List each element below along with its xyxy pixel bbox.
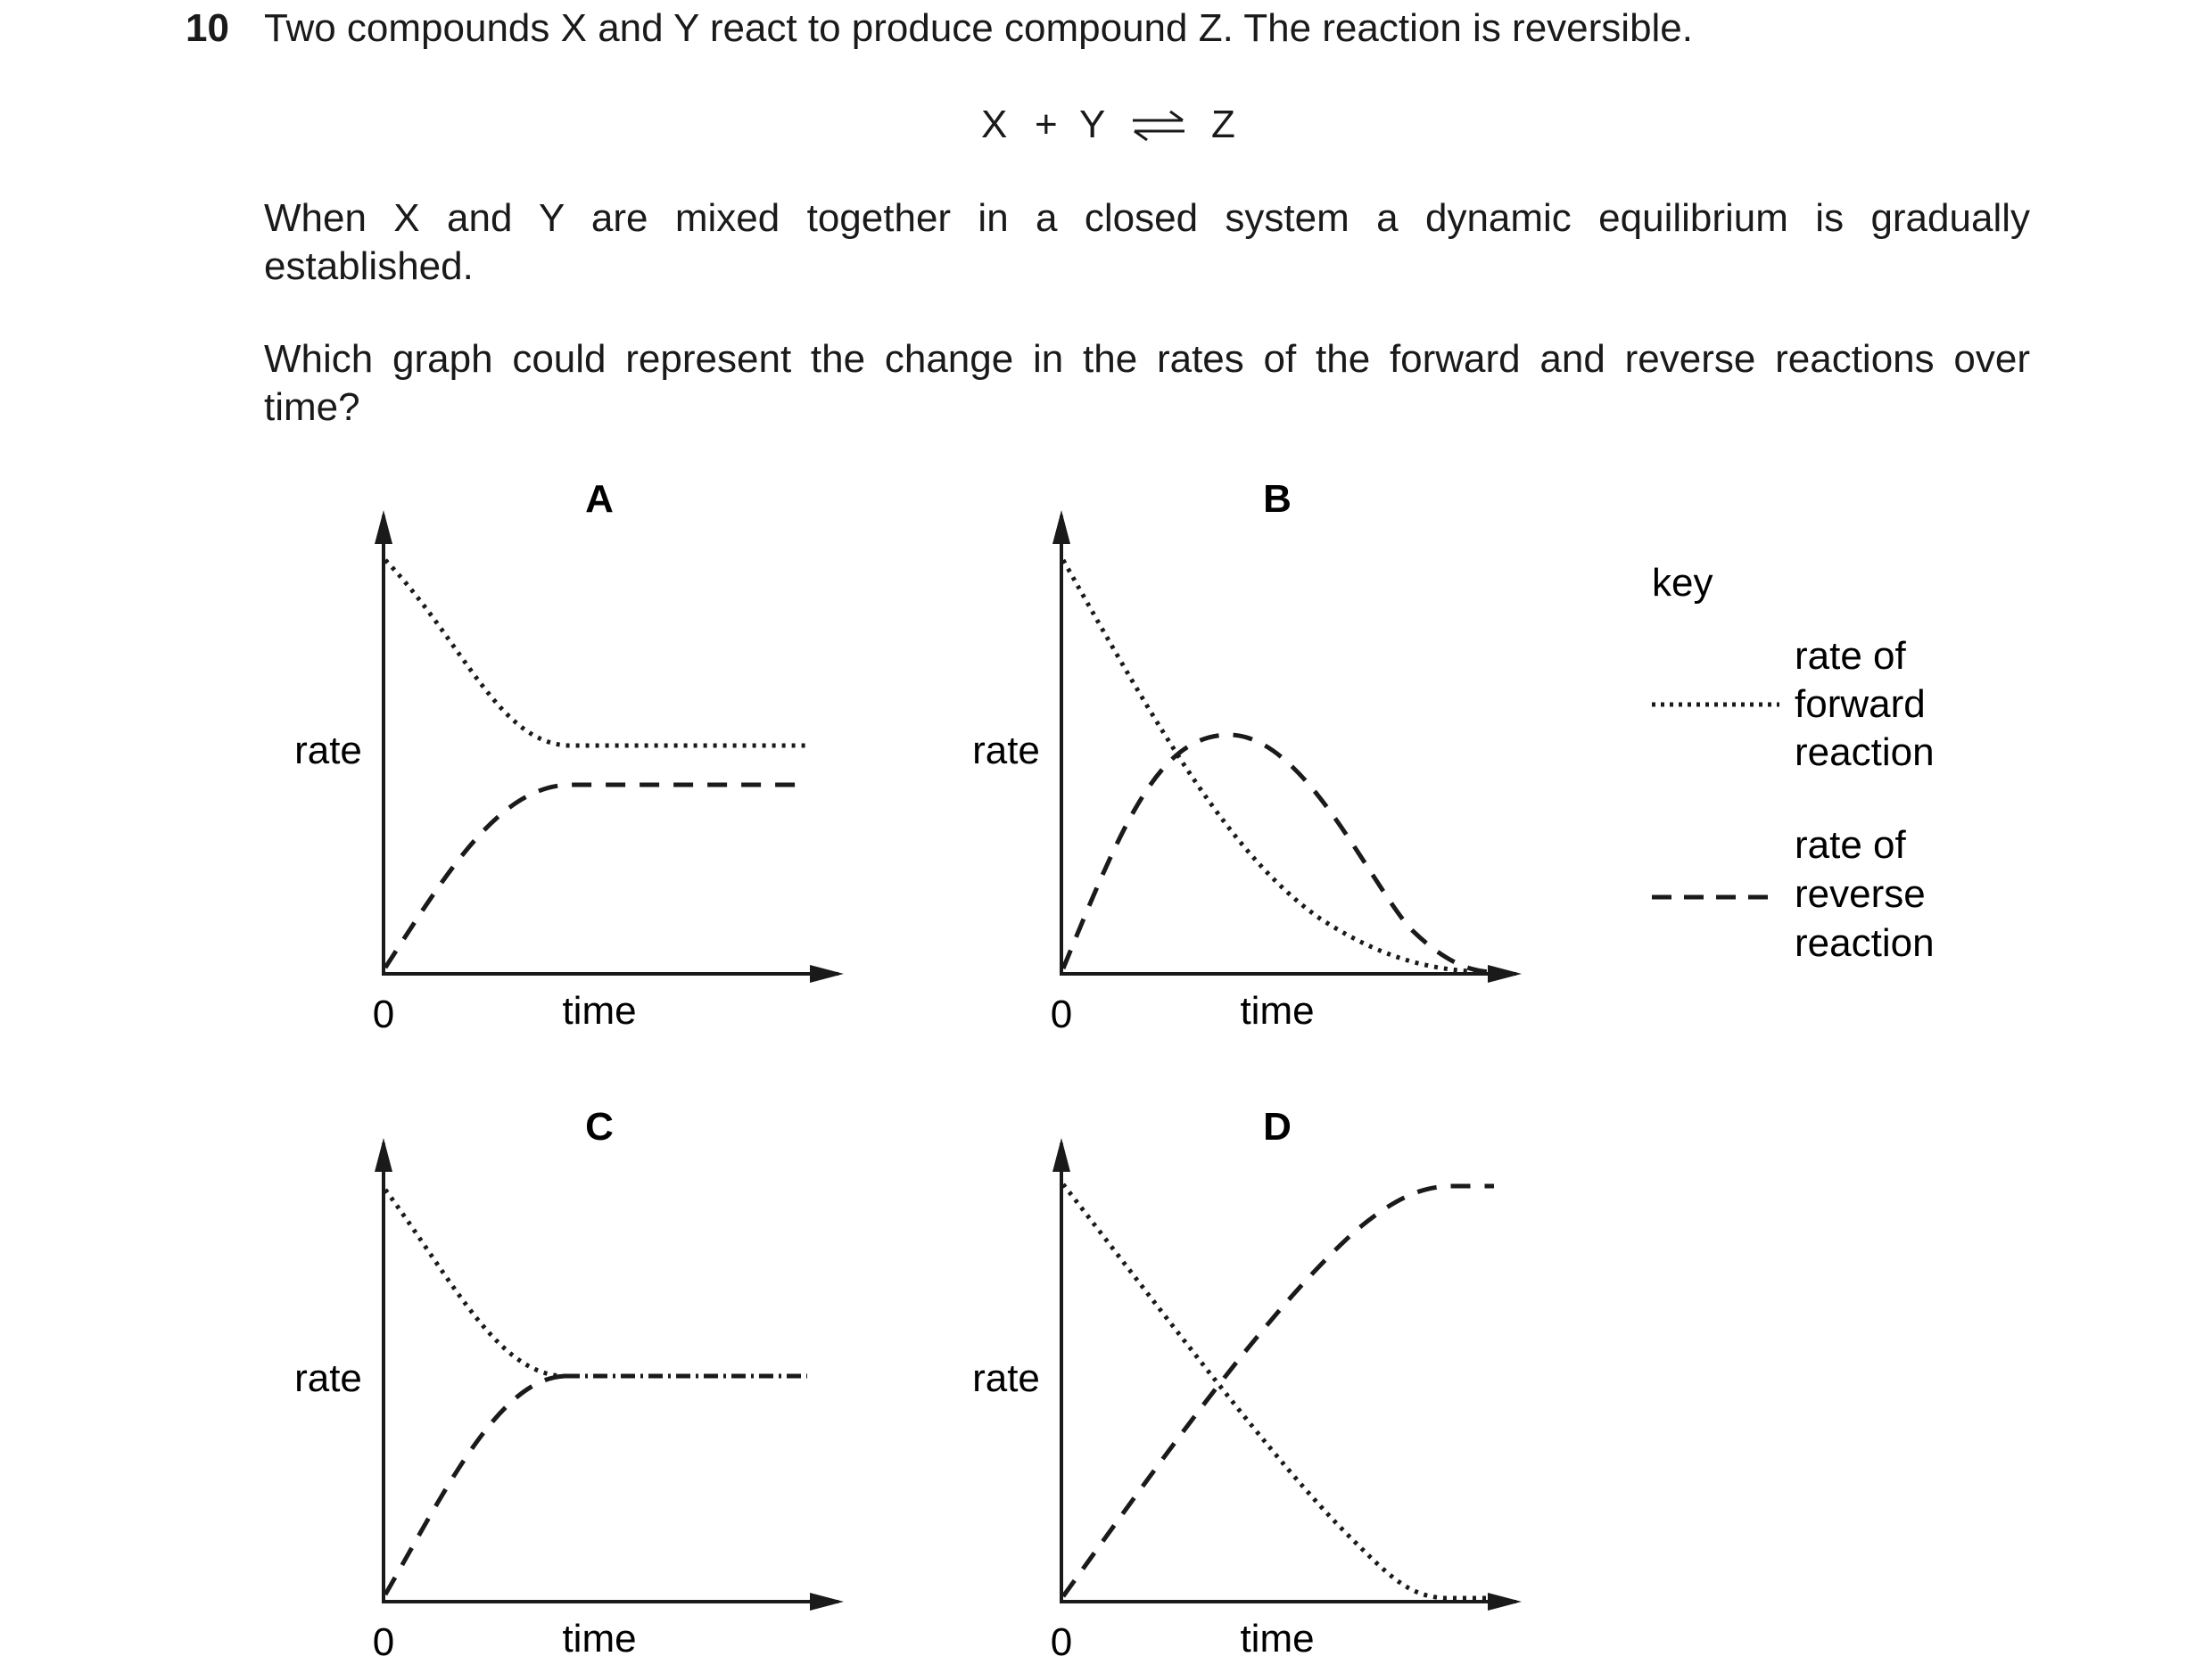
graph-c-x-arrow-icon	[810, 1593, 844, 1611]
paragraph-question-line1: Which graph could represent the change in the rates of the forward and reverse reactions over	[264, 337, 2030, 381]
graph-b-y-arrow-icon	[1052, 510, 1070, 544]
question-number: 10	[186, 6, 229, 50]
key	[1652, 561, 1935, 965]
graph-d-y-arrow-icon	[1052, 1138, 1070, 1172]
graph-a-y-arrow-icon	[375, 510, 392, 544]
graph-a-forward-curve	[385, 560, 807, 746]
graph-b-xlabel: time	[1240, 989, 1315, 1033]
graph-b-ylabel: rate	[972, 729, 1040, 772]
graph-d-xlabel: time	[1240, 1617, 1315, 1661]
key-reverse-line1: rate of	[1795, 823, 1906, 867]
graph-b-reverse-curve	[1063, 735, 1494, 972]
equation-plus: +	[1035, 103, 1058, 146]
graph-c-y-arrow-icon	[375, 1138, 392, 1172]
key-title: key	[1652, 561, 1713, 605]
graph-c-origin: 0	[372, 1620, 395, 1664]
graph-a-reverse-curve	[385, 785, 807, 968]
key-reverse-line2: reverse	[1795, 872, 1926, 916]
graph-d	[972, 1105, 1522, 1664]
graph-a-letter: A	[585, 477, 614, 521]
graph-b-letter: B	[1263, 477, 1292, 521]
paragraph-context-line1: When X and Y are mixed together in a closed system a dynamic equilibrium is gradually	[264, 196, 2030, 240]
key-reverse-line3: reaction	[1795, 921, 1935, 965]
graph-a-x-arrow-icon	[810, 965, 844, 983]
graph-c-ylabel: rate	[294, 1356, 362, 1400]
graph-c-reverse-curve	[385, 1376, 565, 1595]
graph-b-origin: 0	[1050, 993, 1073, 1036]
graph-d-forward-curve	[1063, 1184, 1494, 1598]
graph-a-xlabel: time	[562, 989, 637, 1033]
graph-d-x-arrow-icon	[1488, 1593, 1522, 1611]
paragraph-context-line2: established.	[264, 244, 474, 288]
graph-b	[972, 477, 1522, 1036]
equation-z: Z	[1211, 103, 1235, 146]
graph-d-origin: 0	[1050, 1620, 1073, 1664]
graph-c-letter: C	[585, 1105, 614, 1149]
graph-d-letter: D	[1263, 1105, 1292, 1149]
graph-c-forward-curve	[385, 1190, 565, 1376]
key-forward-line2: forward	[1795, 682, 1926, 726]
graph-d-reverse-curve	[1063, 1186, 1494, 1596]
graph-a-origin: 0	[372, 993, 395, 1036]
graph-d-ylabel: rate	[972, 1356, 1040, 1400]
graph-c-xlabel: time	[562, 1617, 637, 1661]
key-forward-line1: rate of	[1795, 634, 1906, 678]
equation-x: X	[981, 103, 1008, 146]
question-stem: Two compounds X and Y react to produce compound Z. The reaction is reversible.	[264, 6, 1694, 50]
key-forward-line3: reaction	[1795, 730, 1935, 774]
graph-b-forward-curve	[1063, 560, 1498, 972]
equation-y: Y	[1079, 103, 1106, 146]
graph-a	[294, 477, 844, 1036]
graph-c	[294, 1105, 844, 1664]
paragraph-question-line2: time?	[264, 385, 360, 429]
graph-a-ylabel: rate	[294, 729, 362, 772]
